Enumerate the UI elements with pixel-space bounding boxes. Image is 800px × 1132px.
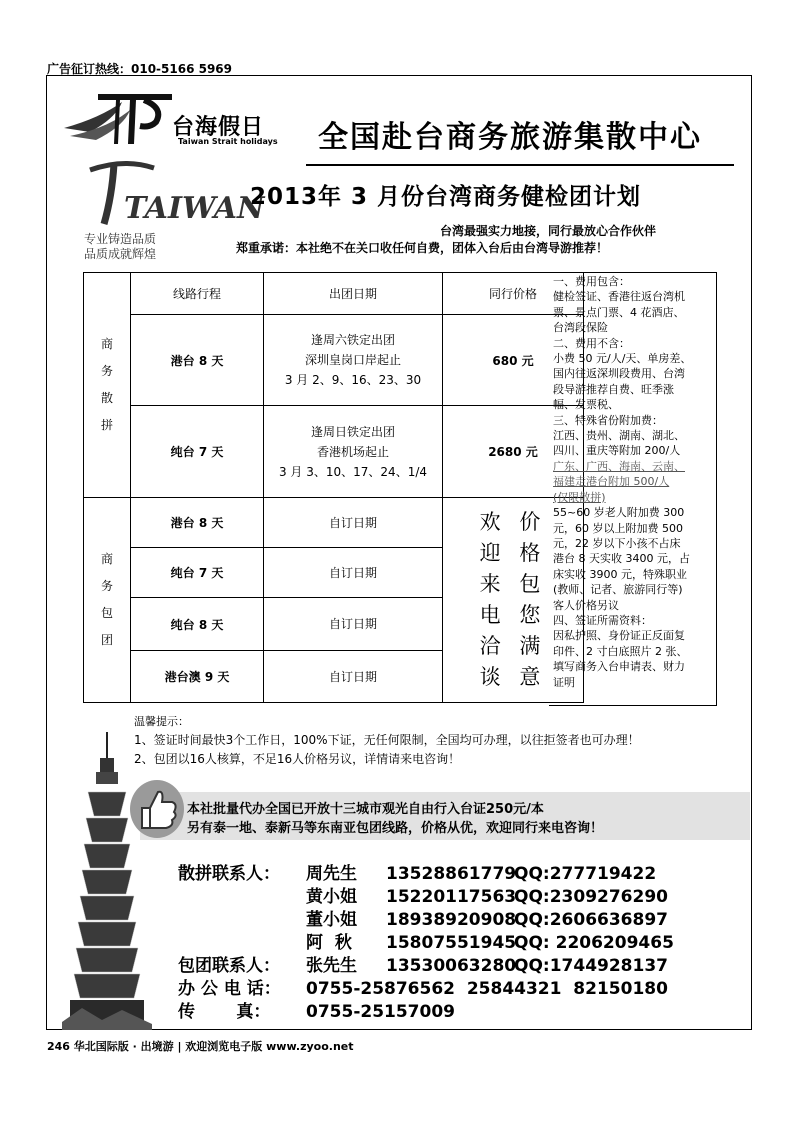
note-line: 四川、重庆等附加 200/人 (553, 444, 681, 458)
note-line: 国内往返深圳段费用、台湾 (553, 367, 685, 381)
contact-qq: QQ: 2206209465 (514, 933, 674, 953)
table-header-row (84, 273, 584, 315)
taiwan-logo-text: TAIWAN (124, 191, 265, 226)
header-price: 同行价格 (443, 273, 584, 315)
note-line: 一、费用包含： (553, 275, 630, 288)
date-line: 香港机场起止 (316, 444, 389, 459)
note-line: 床实收 3900 元，特殊职业 (553, 567, 687, 581)
table-row (84, 498, 584, 548)
date-cell: 自订日期 (264, 598, 443, 651)
contact-qq: QQ:2606636897 (514, 910, 668, 930)
fax-row (178, 1001, 674, 1024)
contact-row (178, 909, 674, 932)
route-cell: 纯台 8 天 (131, 598, 264, 651)
date-cell (264, 315, 443, 406)
welcome-line: 欢 价 (479, 510, 547, 534)
group-char: 务 (100, 579, 113, 593)
contact-label (178, 909, 306, 932)
contact-phone: 13530063280 (386, 956, 517, 976)
office-phone-row (178, 978, 674, 1001)
group-char: 务 (100, 364, 113, 378)
tip-line: 1、签证时间最快3个工作日，100%下证，无任何限制，全国均可办理，以往拒签者也可办理！ (134, 733, 640, 747)
contact-phone: 15220117563 (386, 887, 517, 907)
thumbs-up-icon (128, 778, 186, 840)
note-line: 段导游推荐自费、旺季涨 (553, 382, 674, 396)
note-line: 因私护照、身份证正反面复 (553, 629, 685, 643)
banner-line: 另有泰一地、泰新马等东南亚包团线路，价格从优，欢迎同行来电咨询！ (187, 821, 604, 836)
banner-text (187, 800, 603, 838)
taipei-101-tower-icon (62, 732, 152, 1030)
date-line: 3 月 3、10、17、24、1/4 (278, 464, 428, 479)
welcome-line: 迎 格 (479, 541, 547, 565)
group-char: 散 (100, 391, 113, 405)
note-line: 健检签证、香港往返台湾机 (553, 290, 685, 304)
contact-row (178, 932, 674, 955)
page-footer: 246 华北国际版 · 出境游 | 欢迎浏览电子版 www.zyoo.net (47, 1040, 354, 1053)
headline: 全国赴台商务旅游集散中心 (318, 120, 702, 155)
contact-qq: QQ:2309276290 (514, 887, 668, 907)
tagline: 台湾最强实力地接，同行最放心合作伙伴 (440, 224, 657, 238)
contact-phone: 18938920908 (386, 910, 517, 930)
group-char: 商 (100, 337, 113, 351)
contact-label: 散拼联系人： (178, 864, 280, 884)
date-line: 深圳皇岗口岸起止 (304, 353, 401, 367)
schedule-table (83, 272, 584, 703)
contact-row (178, 886, 674, 909)
contact-label (178, 932, 306, 955)
welcome-line: 洽 满 (479, 634, 547, 658)
contact-label (178, 886, 306, 909)
header-route: 线路行程 (131, 273, 264, 315)
header-date: 出团日期 (264, 273, 443, 315)
tip-line: 2、包团以16人核算，不足16人价格另议，详情请来电咨询！ (134, 752, 461, 766)
welcome-line: 电 您 (479, 603, 547, 627)
tips-title: 温馨提示： (134, 715, 189, 728)
date-cell: 自订日期 (264, 498, 443, 548)
note-line: 印件、2 寸白底照片 2 张、 (553, 644, 688, 658)
note-line: 福建走港台附加 500/人 (553, 475, 670, 489)
contact-name: 张先生 (306, 956, 357, 976)
route-cell: 港台 8 天 (131, 498, 264, 548)
date-cell: 自订日期 (264, 651, 443, 703)
welcome-line: 谈 意 (479, 665, 547, 689)
contact-row (178, 863, 674, 886)
note-line: 证明 (553, 675, 575, 689)
note-line: 55~60 岁老人附加费 300 (553, 506, 685, 520)
date-line: 3 月 2、9、16、23、30 (284, 373, 422, 387)
date-line: 逢周日铁定出团 (310, 424, 395, 439)
contact-list (178, 863, 674, 1024)
fee-notes (549, 272, 717, 706)
note-line: 台湾段保险 (553, 321, 608, 335)
banner-line: 本社批量代办全国已开放十三城市观光自由行入台证250元/本 (187, 802, 544, 817)
brand-name-english: Taiwan Strait holidays (178, 137, 278, 146)
note-line: 四、签证所需资料： (553, 613, 652, 627)
ad-hotline: 广告征订热线：010-5166 5969 (47, 62, 233, 76)
plan-title: 2013年 3 月份台湾商务健检团计划 (250, 184, 642, 210)
headline-rule (306, 164, 734, 166)
note-line: 元，22 岁以下小孩不占床 (553, 536, 681, 550)
slogan-line: 专业铸造品质 (84, 232, 157, 246)
group-char: 商 (100, 552, 113, 566)
fax-number: 0755-25157009 (306, 1002, 455, 1022)
note-line: 江西、贵州、湖南、湖北、 (553, 429, 685, 443)
note-line: 幅、发票税、 (553, 398, 619, 412)
taiwan-strait-logo-icon (60, 88, 172, 148)
group-label-sanpin (84, 273, 131, 498)
note-line: 票、景点门票、4 花酒店、 (553, 305, 685, 319)
contact-phone: 13528861779 (386, 864, 517, 884)
contact-name: 周先生 (306, 864, 357, 884)
promise-tagline: 郑重承诺：本社绝不在关口收任何自费，团体入台后由台湾导游推荐！ (236, 241, 609, 255)
note-line: (仅限散拼) (553, 490, 606, 504)
group-label-baotuan (84, 498, 131, 703)
route-cell: 纯台 7 天 (131, 406, 264, 498)
note-line: 小费 50 元/人/天、单房差、 (553, 352, 692, 366)
contact-qq: QQ:277719422 (514, 864, 657, 884)
note-line: (教师、记者、旅游同行等) (553, 583, 683, 597)
contact-name: 黄小姐 (306, 887, 357, 907)
contact-name: 阿 秋 (306, 933, 352, 953)
route-cell: 港台 8 天 (131, 315, 264, 406)
contact-label: 包团联系人： (178, 956, 280, 976)
table-row (84, 315, 584, 406)
contact-row (178, 955, 674, 978)
group-char: 包 (100, 606, 113, 620)
welcome-line: 来 包 (479, 572, 547, 596)
group-char: 团 (100, 633, 113, 647)
warm-tips (134, 712, 640, 769)
date-cell: 自订日期 (264, 548, 443, 598)
note-line: 广东、广西、海南、云南、 (553, 459, 685, 473)
price-cell: 680 元 (443, 315, 584, 406)
route-cell: 港台澳 9 天 (131, 651, 264, 703)
note-line: 三、特殊省份附加费： (553, 413, 663, 427)
route-cell: 纯台 7 天 (131, 548, 264, 598)
contact-name: 董小姐 (306, 910, 357, 930)
contact-phone: 15807551945 (386, 933, 517, 953)
office-label: 办 公 电 话： (178, 979, 281, 999)
fax-label: 传 真： (178, 1002, 271, 1022)
contact-qq: QQ:1744928137 (514, 956, 668, 976)
slogan-line: 品质成就辉煌 (84, 247, 157, 261)
note-line: 元，60 岁以上附加费 500 (553, 521, 683, 535)
note-line: 客人价格另议 (553, 598, 619, 612)
table-row (84, 406, 584, 498)
date-cell (264, 406, 443, 498)
note-line: 二、费用不含： (553, 336, 630, 350)
price-cell: 2680 元 (443, 406, 584, 498)
office-phone: 0755-25876562 25844321 82150180 (306, 979, 668, 999)
date-line: 逢周六铁定出团 (310, 333, 395, 347)
note-line: 填写商务入台申请表、财力 (553, 660, 685, 674)
note-line: 港台 8 天实收 3400 元，占 (553, 552, 690, 566)
slogan (84, 232, 156, 262)
brand-name: 台海假日 (172, 115, 265, 140)
group-char: 拼 (100, 418, 113, 432)
taiwan-calligraphy-logo (84, 156, 265, 236)
